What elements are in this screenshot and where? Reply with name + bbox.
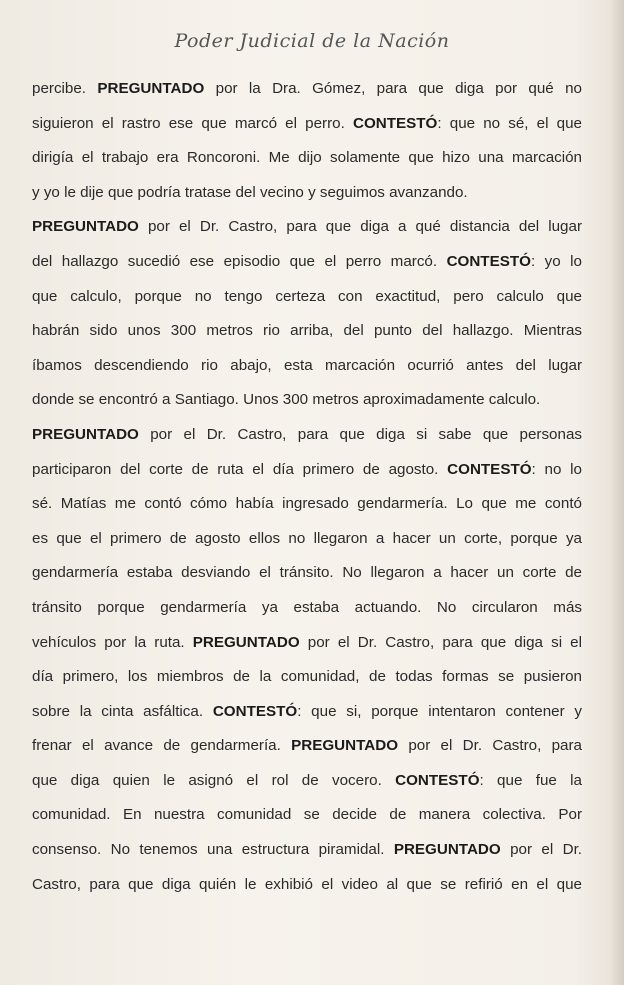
page-header: Poder Judicial de la Nación [174,30,450,52]
text-segment: por el Dr. Castro, para [398,737,582,755]
text-segment: donde se encontró a Santiago. Unos 300 metros aproximadamente calculo. [32,391,541,409]
text-line [32,176,582,211]
text-line [32,453,582,488]
text-line [32,868,582,903]
text-segment: sé. Matías me contó cómo había ingresado gendarmería. Lo que me contó [32,495,582,513]
text-segment: tránsito porque gendarmería ya estaba actuando. No circularon más [32,598,582,616]
text-line [32,591,582,626]
text-line [32,487,582,522]
text-segment: vehículos por la ruta. [32,633,193,651]
bold-keyword: PREGUNTADO [192,633,300,651]
text-segment: es que el primero de agosto ellos no llegaron a hacer un corte, porque ya [32,529,582,547]
bold-keyword: PREGUNTADO [97,80,205,97]
text-line [32,798,582,833]
text-segment: : que si, porque intentaron contener y [297,702,582,720]
document-body [32,72,582,902]
text-segment: Castro, para que diga quién le exhibió el video al que se refirió en el que [32,875,582,893]
text-segment: : que fue la [479,771,582,789]
text-segment: comunidad. En nuestra comunidad se decide de manera colectiva. Por [32,806,582,824]
text-segment: : yo lo [530,252,582,270]
text-segment: por el Dr. Castro, para que diga si el [299,633,582,651]
text-line [32,695,582,730]
text-segment: habrán sido unos 300 metros rio arriba, del punto del hallazgo. Mientras [32,322,582,340]
text-segment: por el Dr. [500,841,583,859]
text-line [32,280,582,315]
text-segment: por la Dra. Gómez, para que diga por qué no [204,80,582,97]
text-segment: : no lo [531,460,582,478]
text-line [32,522,582,557]
bold-keyword: CONTESTÓ [352,114,438,132]
text-line [32,314,582,349]
text-line [32,210,582,245]
text-segment: y yo le dije que podría tratase del vecino y seguimos avanzando. [32,183,468,201]
text-segment: íbamos descendiendo rio abajo, esta marcación ocurrió antes del lugar [32,356,582,374]
text-segment: consenso. No tenemos una estructura piramidal. [32,841,394,859]
text-line [32,245,582,280]
text-line [32,72,582,107]
text-segment: que calculo, porque no tengo certeza con exactitud, pero calculo que [32,287,582,305]
text-segment: percibe. [32,80,98,97]
bold-keyword: PREGUNTADO [291,737,399,755]
bold-keyword: CONTESTÓ [395,771,480,789]
text-segment: participaron del corte de ruta el día primero de agosto. [32,460,448,478]
bold-keyword: PREGUNTADO [32,425,139,443]
bold-keyword: PREGUNTADO [32,218,139,236]
text-line [32,141,582,176]
text-line [32,383,582,418]
bold-keyword: CONTESTÓ [212,702,298,720]
text-line [32,833,582,868]
text-line [32,349,582,384]
text-line [32,107,582,142]
text-line [32,764,582,799]
text-segment: por el Dr. Castro, para que diga a qué distancia del lugar [138,218,582,236]
text-line [32,626,582,661]
text-segment: día primero, los miembros de la comunidad, de todas formas se pusieron [32,668,582,686]
text-segment: siguieron el rastro ese que marcó el perro. [32,114,353,132]
page-edge-shadow [610,0,624,985]
text-segment: sobre la cinta asfáltica. [32,702,213,720]
text-line [32,556,582,591]
text-line [32,729,582,764]
text-segment: dirigía el trabajo era Roncoroni. Me dijo solamente que hizo una marcación [32,149,582,167]
text-line [32,418,582,453]
text-line [32,660,582,695]
bold-keyword: PREGUNTADO [393,841,501,859]
text-segment: que diga quien le asignó el rol de vocero. [32,771,396,789]
bold-keyword: CONTESTÓ [446,252,531,270]
text-segment: del hallazgo sucedió ese episodio que el perro marcó. [32,252,447,270]
text-segment: gendarmería estaba desviando el tránsito. No llegaron a hacer un corte de [32,564,582,582]
text-segment: frenar el avance de gendarmería. [32,737,292,755]
text-segment: por el Dr. Castro, para que diga si sabe que personas [138,425,582,443]
bold-keyword: CONTESTÓ [447,460,532,478]
text-segment: : que no sé, el que [437,114,582,132]
